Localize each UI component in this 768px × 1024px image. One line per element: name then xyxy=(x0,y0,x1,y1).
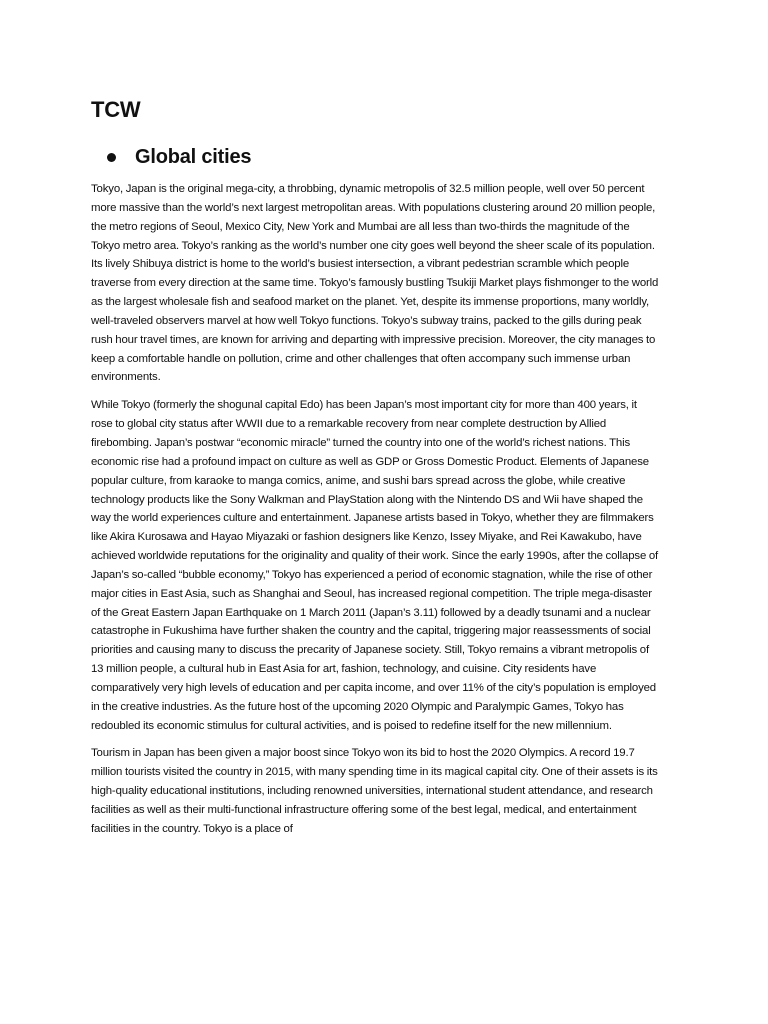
paragraph-2: While Tokyo (formerly the shogunal capital Edo) has been Japan’s most important city for more than 400 years, it rose to global city status after WWII due to a remarkable recovery from near complete destruction by Allied firebombing. Japan’s postwar “economic miracle” turned the country into one of the world’s richest nations. This economic rise had a profound impact on culture as well as GDP or Gross Domestic Product. Elements of Japanese popular culture, from karaoke to manga comics, anime, and sushi bars spread across the globe, while creative technology products like the Sony Walkman and PlayStation along with the Nintendo DS and Wii have shaped the way the world experiences culture and entertainment. Japanese artists based in Tokyo, whether they are filmmakers like Akira Kurosawa and Hayao Miyazaki or fashion designers like Kenzo, Issey Miyake, and Rei Kawakubo, have achieved worldwide reputations for the originality and quality of their work. Since the early 1990s, after the collapse of Japan’s so-called “bubble economy,” Tokyo has experienced a period of economic stagnation, while the rise of other major cities in East Asia, such as Shanghai and Seoul, has increased regional competition. The triple mega-disaster of the Great Eastern Japan Earthquake on 1 March 2011 (Japan’s 3.11) followed by a deadly tsunami and a nuclear catastrophe in Fukushima have further shaken the country and the capital, triggering major reassessments of social priorities and causing many to discuss the precarity of Japanese society. Still, Tokyo remains a vibrant metropolis of 13 million people, a cultural hub in East Asia for art, fashion, technology, and cuisine. City residents have comparatively very high levels of education and per capita income, and over 11% of the city’s population is employed in the creative industries. As the future host of the upcoming 2020 Olympic and Paralympic Games, Tokyo has redoubled its economic stimulus for cultural activities, and is poised to redefine itself for the new millennium. xyxy=(91,399,659,732)
bullet-heading xyxy=(107,144,661,170)
bullet-icon xyxy=(107,153,116,162)
paragraph-3: Tourism in Japan has been given a major boost since Tokyo won its bid to host the 2020 Olympics. A record 19.7 million tourists visited the country in 2015, with many spending time in its magical capital city. One of their assets is its high-quality educational institutions, including renowned universities, international student attendance, and research facilities as well as their multi-functional infrastructure offering some of the best legal, medical, and entertainment facilities in the country. Tokyo is a place of xyxy=(91,747,658,835)
document-title: TCW xyxy=(91,97,141,122)
section-heading: Global cities xyxy=(135,146,252,168)
document-page xyxy=(91,96,661,839)
paragraph-1: Tokyo, Japan is the original mega-city, a throbbing, dynamic metropolis of 32.5 million people, well over 50 percent more massive than the world’s next largest metropolitan areas. With populations clustering around 20 million people, the metro regions of Seoul, Mexico City, New York and Mumbai are all less than two-thirds the magnitude of the Tokyo metro area. Tokyo’s ranking as the world’s number one city goes well beyond the sheer scale of its population. Its lively Shibuya district is home to the world’s busiest intersection, a vibrant pedestrian scramble which people traverse from every direction at the same time. Tokyo’s famously bustling Tsukiji Market plays fishmonger to the world as the largest wholesale fish and seafood market on the planet. Yet, despite its immense proportions, many worldly, well-traveled observers marvel at how well Tokyo functions. Tokyo’s subway trains, packed to the gills during peak rush hour travel times, are known for arriving and departing with impressive precision. Moreover, the city manages to keep a comfortable handle on pollution, crime and other challenges that often accompany such immense urban environments. xyxy=(91,183,659,384)
